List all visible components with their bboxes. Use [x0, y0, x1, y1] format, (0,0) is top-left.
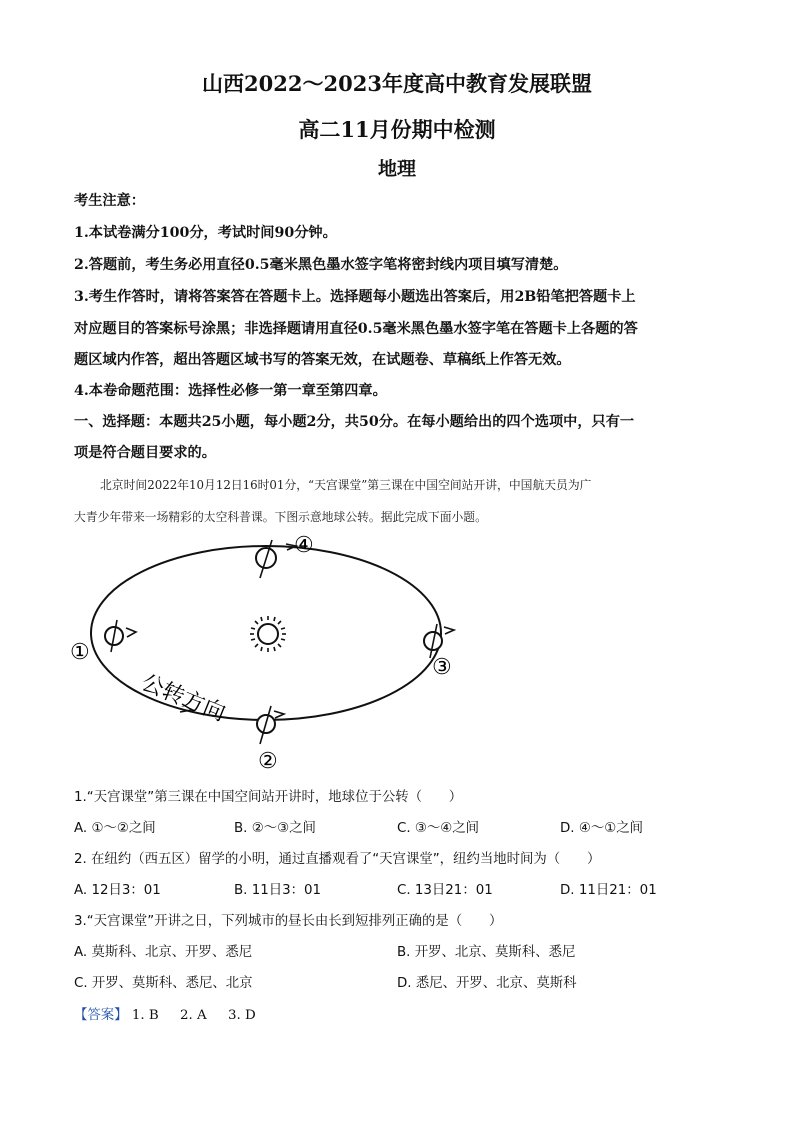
question-1-option-b: B. ②～③之间: [234, 821, 316, 836]
question-2-stem: 2. 在纽约（西五区）留学的小明，通过直播观看了“天宫课堂”，纽约当地时间为（ ）: [74, 852, 601, 867]
answer-tag: 【答案】: [74, 1008, 128, 1023]
notice-item-4: 4.本卷命题范围：选择性必修一第一章至第四章。: [74, 383, 387, 399]
position-3-label: ③: [432, 655, 452, 680]
position-1-label: ①: [70, 640, 90, 665]
question-2-option-d: D. 11日21：01: [560, 883, 657, 898]
position-2-label: ②: [258, 749, 278, 774]
question-3-option-a: A. 莫斯科、北京、开罗、悉尼: [74, 945, 253, 960]
notice-item-3-line-3: 题区域内作答，超出答题区域书写的答案无效，在试题卷、草稿纸上作答无效。: [74, 352, 571, 368]
question-3-option-d: D. 悉尼、开罗、北京、莫斯科: [397, 976, 577, 991]
question-2-option-a: A. 12日3：01: [74, 883, 161, 898]
earth-position-3: [424, 624, 454, 658]
earth-revolution-diagram: [60, 528, 480, 778]
direction-label: 公转方向: [137, 670, 229, 727]
notice-item-3-line-2: 对应题目的答案标号涂黑；非选择题请用直径0.5毫米黑色墨水签字笔在答题卡上各题的答: [74, 321, 638, 337]
question-2-option-c: C. 13日21：01: [397, 883, 493, 898]
sun-icon: [250, 616, 286, 652]
exam-subject: 地理: [377, 158, 416, 180]
notice-heading: 考生注意：: [74, 193, 145, 209]
question-3-stem: 3.“天宫课堂”开讲之日，下列城市的昼长由长到短排列正确的是（ ）: [74, 914, 503, 929]
section-heading-line-2: 项是符合题目要求的。: [74, 445, 216, 461]
answer-2: 2. A: [180, 1008, 207, 1023]
answer-3: 3. D: [228, 1008, 256, 1023]
notice-item-1: 1.本试卷满分100分，考试时间90分钟。: [74, 225, 337, 241]
question-1-stem: 1.“天宫课堂”第三课在中国空间站开讲时，地球位于公转（ ）: [74, 790, 463, 805]
exam-title: 山西2022～2023年度高中教育发展联盟: [202, 71, 592, 96]
notice-item-2: 2.答题前，考生务必用直径0.5毫米黑色墨水签字笔将密封线内项目填写清楚。: [74, 257, 568, 273]
question-3-option-c: C. 开罗、莫斯科、悉尼、北京: [74, 976, 253, 991]
intro-line-2: 大青少年带来一场精彩的太空科普课。下图示意地球公转。据此完成下面小题。: [74, 510, 487, 524]
question-1-option-d: D. ④～①之间: [560, 821, 644, 836]
question-2-option-b: B. 11日3：01: [234, 883, 322, 898]
question-1-option-a: A. ①～②之间: [74, 821, 156, 836]
position-4-label: ④: [294, 533, 314, 558]
exam-subtitle: 高二11月份期中检测: [298, 117, 496, 142]
earth-position-1: [105, 620, 136, 652]
section-heading-line-1: 一、选择题：本题共25小题，每小题2分，共50分。在每小题给出的四个选项中，只有一: [74, 414, 635, 430]
question-1-option-c: C. ③～④之间: [397, 821, 480, 836]
earth-position-2: [257, 706, 284, 744]
answer-1: 1. B: [131, 1008, 159, 1023]
notice-item-3-line-1: 3.考生作答时，请将答案答在答题卡上。选择题每小题选出答案后，用2B铅笔把答题卡上: [74, 289, 636, 305]
intro-line-1: 北京时间2022年10月12日16时01分，“天宫课堂”第三课在中国空间站开讲，中国航天员为广: [100, 478, 592, 492]
answer-row: [74, 1004, 256, 1023]
question-3-option-b: B. 开罗、北京、莫斯科、悉尼: [397, 945, 576, 960]
